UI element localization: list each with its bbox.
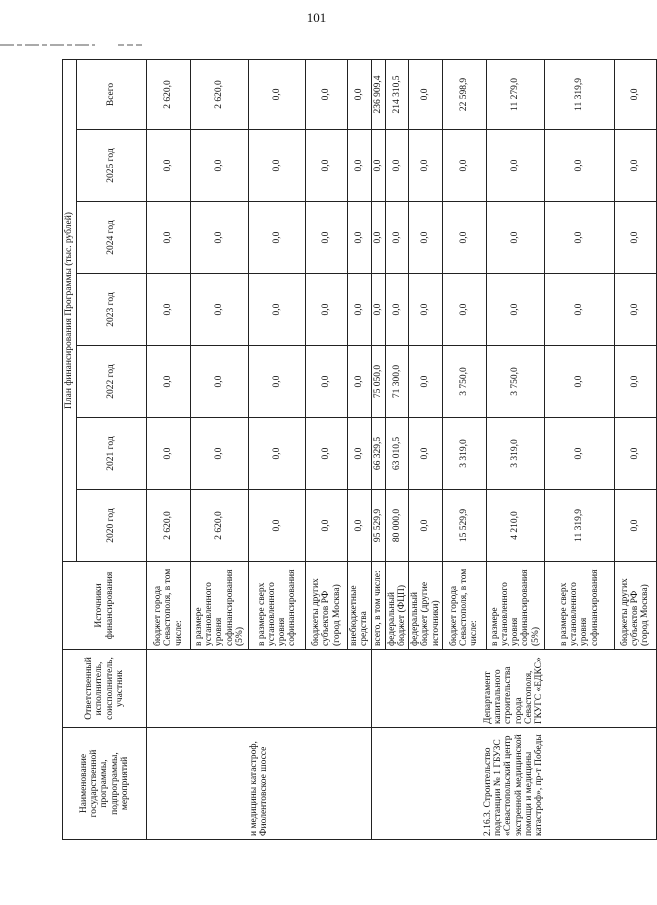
source-cell: в размере сверх установленного уровня софинансирования [544, 562, 614, 650]
total-cell: 11 279,0 [486, 59, 544, 129]
table-row [147, 59, 191, 839]
value-cell: 0,0 [191, 418, 249, 490]
value-cell: 0,0 [348, 202, 372, 274]
value-cell: 0,0 [249, 274, 306, 346]
value-cell: 0,0 [147, 202, 191, 274]
value-cell: 0,0 [306, 202, 348, 274]
value-cell: 0,0 [544, 274, 614, 346]
value-cell: 0,0 [442, 130, 486, 202]
source-cell: в размере сверх установленного уровня софинансирования [249, 562, 306, 650]
value-cell: 0,0 [409, 418, 443, 490]
total-cell: 2 620,0 [191, 59, 249, 129]
value-cell: 2 620,0 [147, 490, 191, 562]
value-cell: 0,0 [409, 130, 443, 202]
value-cell: 0,0 [409, 274, 443, 346]
value-cell: 0,0 [409, 202, 443, 274]
header-sources: Источники финансирования [63, 562, 147, 650]
value-cell: 0,0 [147, 130, 191, 202]
source-cell: бюджет города Севастополя, в том числе: [147, 562, 191, 650]
value-cell: 66 329,5 [371, 418, 385, 490]
value-cell: 15 529,9 [442, 490, 486, 562]
value-cell: 75 050,0 [371, 346, 385, 418]
source-cell: внебюджетные средства [348, 562, 372, 650]
header-year: 2021 год [77, 418, 147, 490]
value-cell: 0,0 [348, 490, 372, 562]
value-cell: 0,0 [614, 490, 656, 562]
total-cell: 11 319,9 [544, 59, 614, 129]
total-cell: 0,0 [348, 59, 372, 129]
value-cell: 0,0 [348, 130, 372, 202]
value-cell: 0,0 [486, 202, 544, 274]
source-cell: в размере установленного уровня софинансирования (5%) [486, 562, 544, 650]
value-cell: 0,0 [249, 418, 306, 490]
value-cell: 2 620,0 [191, 490, 249, 562]
value-cell: 0,0 [371, 202, 385, 274]
value-cell: 0,0 [614, 274, 656, 346]
value-cell: 0,0 [306, 490, 348, 562]
total-cell: 22 598,9 [442, 59, 486, 129]
header-year: 2023 год [77, 274, 147, 346]
value-cell: 0,0 [348, 346, 372, 418]
value-cell: 0,0 [486, 130, 544, 202]
value-cell: 0,0 [385, 202, 409, 274]
source-cell: федеральный бюджет (ФЦП) [385, 562, 409, 650]
value-cell: 71 300,0 [385, 346, 409, 418]
value-cell: 0,0 [191, 130, 249, 202]
value-cell: 0,0 [191, 202, 249, 274]
value-cell: 0,0 [486, 274, 544, 346]
executor-cell-empty [147, 650, 372, 728]
value-cell: 0,0 [614, 130, 656, 202]
value-cell: 95 529,9 [371, 490, 385, 562]
value-cell: 3 750,0 [442, 346, 486, 418]
value-cell: 0,0 [544, 418, 614, 490]
value-cell: 0,0 [409, 490, 443, 562]
executor-cell: Департамент капитального строительства города Севастополя, ГКУГС «ЕДКС» [371, 650, 656, 728]
total-cell: 0,0 [409, 59, 443, 129]
header-year: 2024 год [77, 202, 147, 274]
value-cell: 63 010,5 [385, 418, 409, 490]
value-cell: 0,0 [614, 418, 656, 490]
value-cell: 0,0 [249, 130, 306, 202]
value-cell: 0,0 [544, 130, 614, 202]
source-cell: бюджет города Севастополя, в том числе: [442, 562, 486, 650]
value-cell: 0,0 [385, 274, 409, 346]
value-cell: 0,0 [409, 346, 443, 418]
total-cell: 236 909,4 [371, 59, 385, 129]
scan-artifact-line [0, 42, 633, 48]
total-cell: 214 310,5 [385, 59, 409, 129]
value-cell: 0,0 [385, 130, 409, 202]
source-cell: бюджеты других субъектов РФ (город Москва) [306, 562, 348, 650]
financing-table [62, 59, 657, 840]
value-cell: 0,0 [442, 274, 486, 346]
value-cell: 0,0 [442, 202, 486, 274]
value-cell: 0,0 [249, 346, 306, 418]
source-cell: бюджеты других субъектов РФ (город Москва) [614, 562, 656, 650]
value-cell: 0,0 [348, 418, 372, 490]
total-cell: 0,0 [614, 59, 656, 129]
header-name: Наименование государственной программы, подпрограммы, мероприятий [63, 728, 147, 840]
measure-name-cell: и медицины катастроф, Фиолентовское шоссе [147, 728, 372, 840]
source-cell: в размере установленного уровня софинансирования (5%) [191, 562, 249, 650]
value-cell: 0,0 [249, 202, 306, 274]
value-cell: 0,0 [249, 490, 306, 562]
value-cell: 11 319,9 [544, 490, 614, 562]
measure-name-cell: 2.16.3. Строительство подстанции № 1 ГБУЗС «Севастопольский центр экстренной медицинской помощи и медицины катастроф», пр-т Победы [371, 728, 656, 840]
value-cell: 0,0 [371, 130, 385, 202]
value-cell: 0,0 [614, 202, 656, 274]
source-cell: федеральный бюджет (другие источники) [409, 562, 443, 650]
source-cell: всего, в том числе: [371, 562, 385, 650]
header-year: 2025 год [77, 130, 147, 202]
value-cell: 4 210,0 [486, 490, 544, 562]
value-cell: 3 750,0 [486, 346, 544, 418]
total-cell: 0,0 [306, 59, 348, 129]
header-year: 2022 год [77, 346, 147, 418]
header-total: Всего [77, 59, 147, 129]
value-cell: 3 319,0 [442, 418, 486, 490]
value-cell: 0,0 [306, 130, 348, 202]
value-cell: 80 000,0 [385, 490, 409, 562]
total-cell: 2 620,0 [147, 59, 191, 129]
value-cell: 0,0 [348, 274, 372, 346]
rotated-table-container [62, 60, 651, 840]
page-number: 101 [306, 10, 327, 25]
value-cell: 0,0 [544, 202, 614, 274]
value-cell: 0,0 [147, 346, 191, 418]
value-cell: 0,0 [306, 418, 348, 490]
total-cell: 0,0 [249, 59, 306, 129]
value-cell: 0,0 [191, 346, 249, 418]
value-cell: 0,0 [306, 346, 348, 418]
value-cell: 3 319,0 [486, 418, 544, 490]
value-cell: 0,0 [614, 346, 656, 418]
value-cell: 0,0 [147, 274, 191, 346]
header-executor: Ответственный исполнитель, соисполнитель, участник [63, 650, 147, 728]
table-row [371, 59, 385, 839]
value-cell: 0,0 [191, 274, 249, 346]
header-plan: План финансирования Программы (тыс. рублей) [63, 59, 77, 561]
header-year: 2020 год [77, 490, 147, 562]
value-cell: 0,0 [371, 274, 385, 346]
value-cell: 0,0 [147, 418, 191, 490]
value-cell: 0,0 [544, 346, 614, 418]
value-cell: 0,0 [306, 274, 348, 346]
